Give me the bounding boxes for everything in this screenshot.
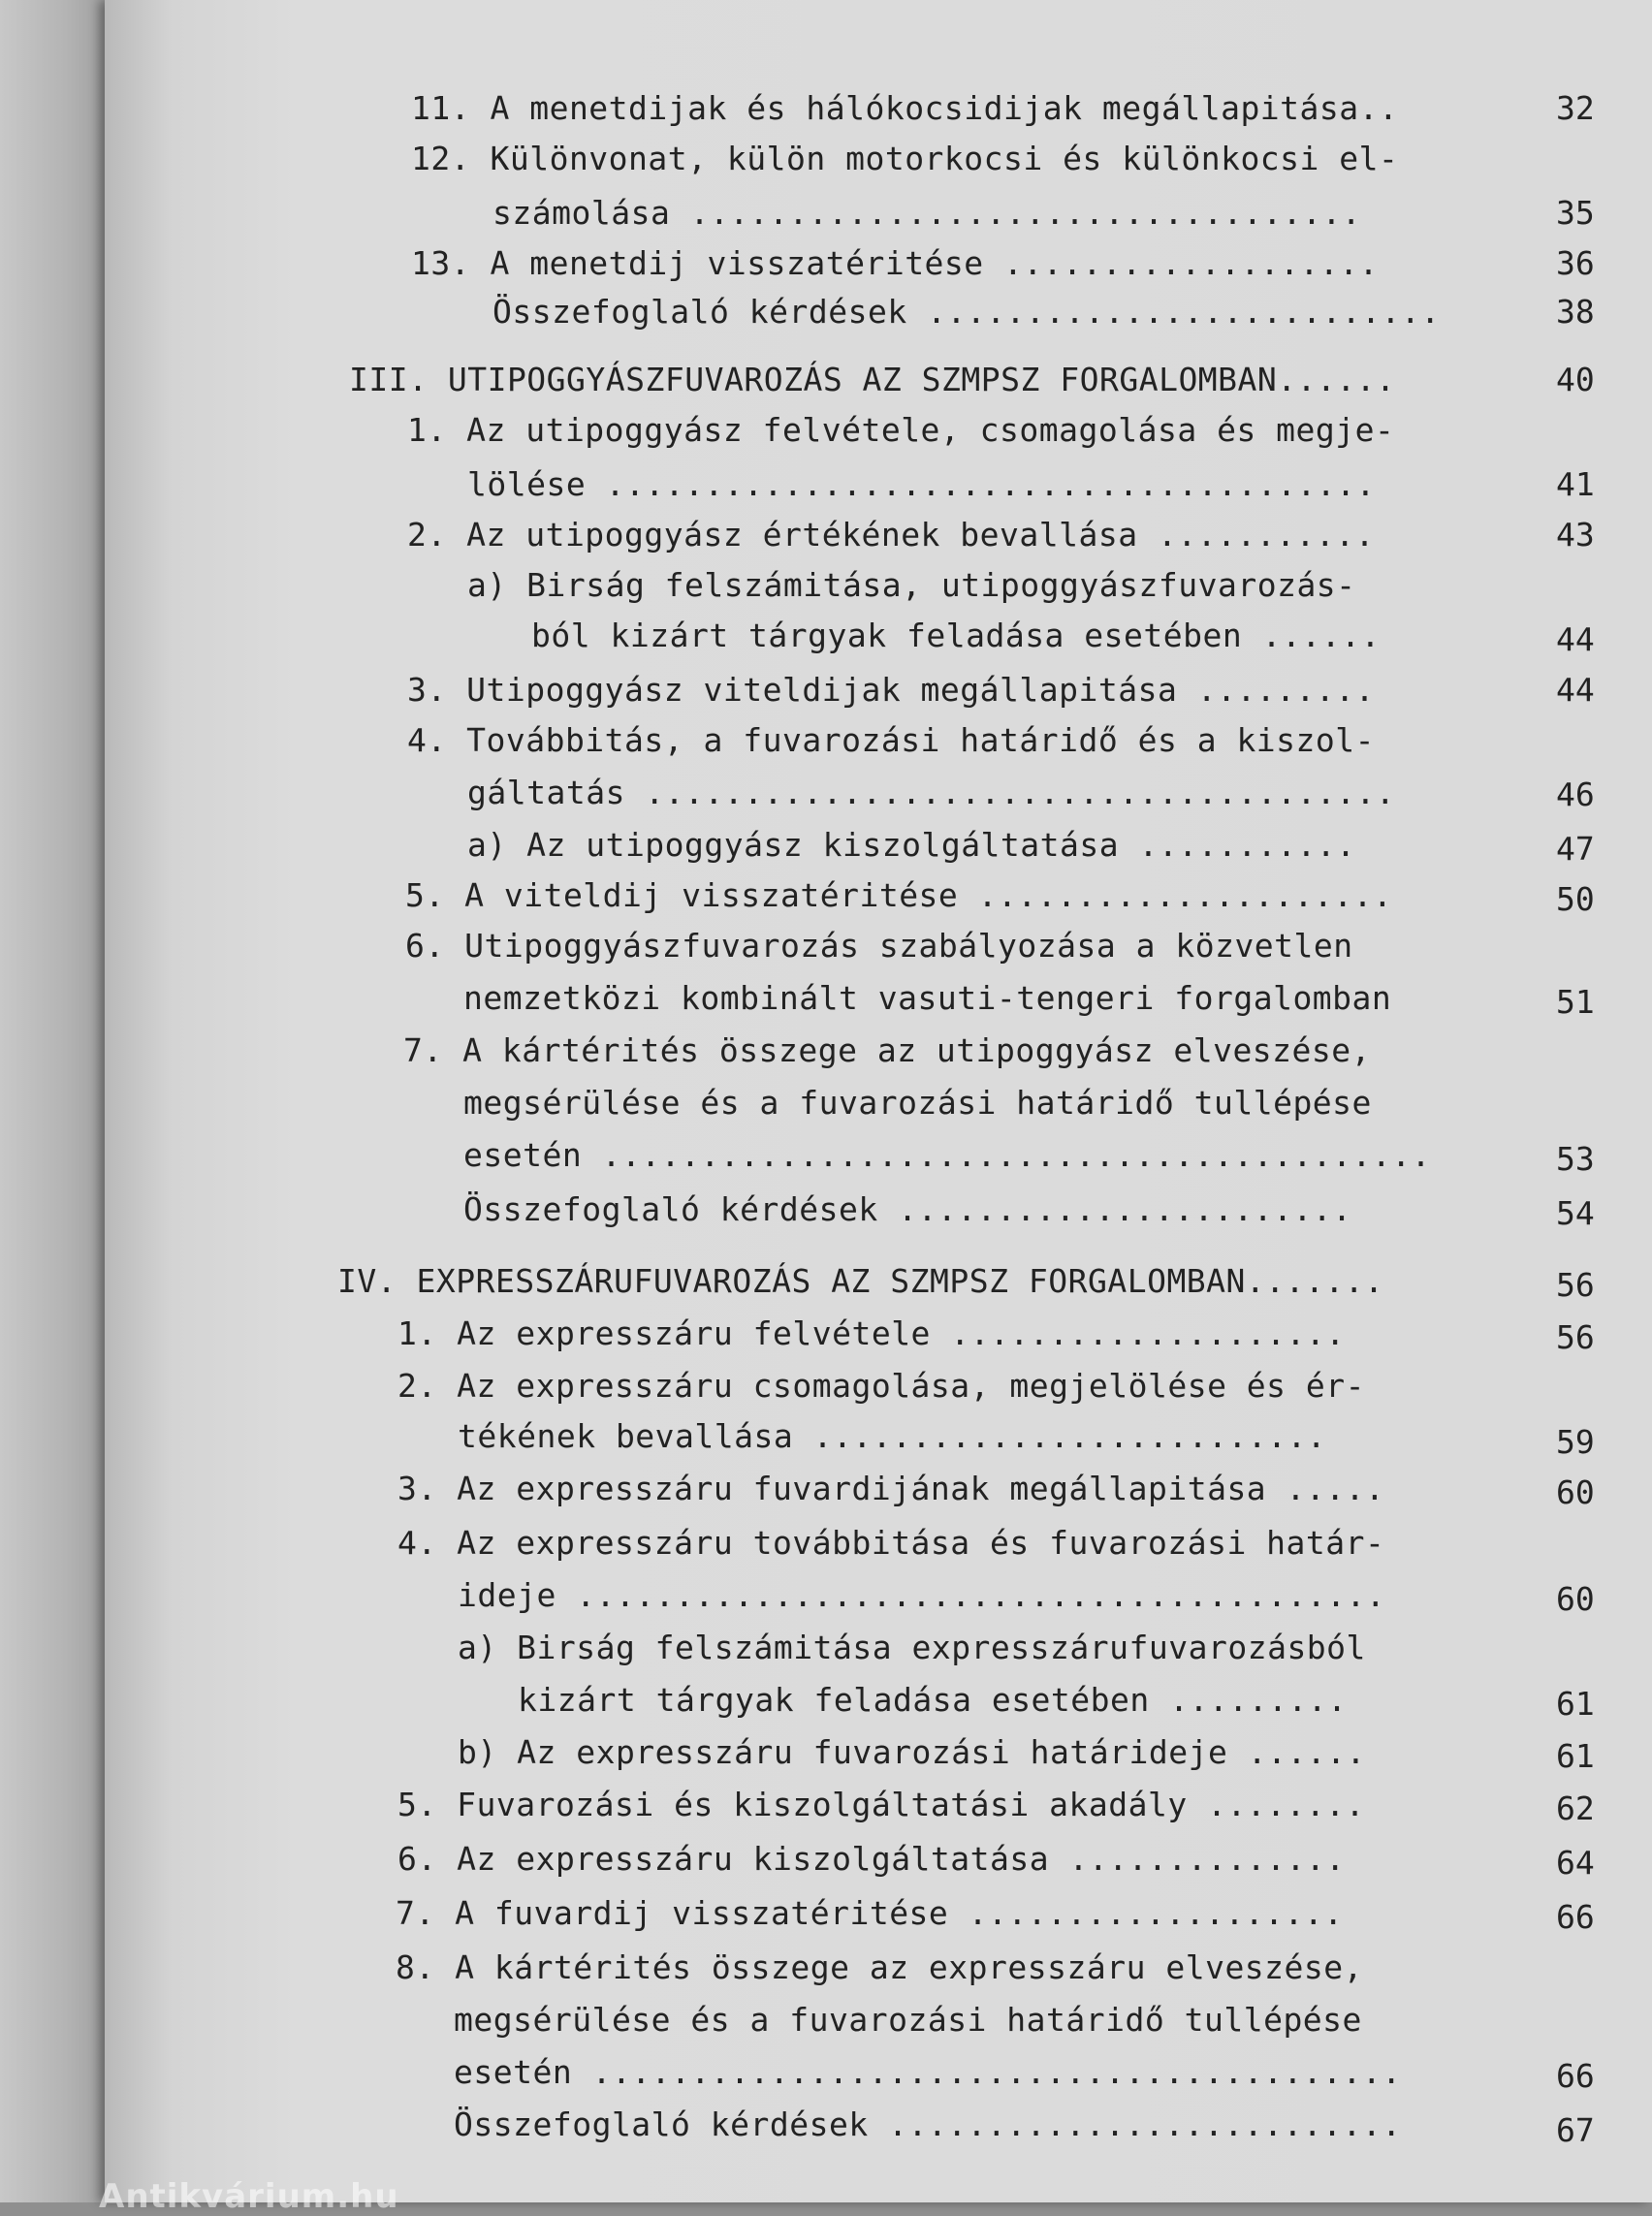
toc-page-number: 59 — [1556, 1423, 1595, 1461]
toc-entry-text: 6. Az expresszáru kiszolgáltatása .............. — [397, 1840, 1346, 1878]
toc-entry-text: lölése ....................................... — [467, 465, 1376, 503]
toc-entry-text: kizárt tárgyak feladása esetében ......... — [518, 1681, 1348, 1719]
toc-page-number: 38 — [1556, 293, 1595, 331]
toc-page-number: 56 — [1556, 1318, 1595, 1356]
toc-entry-text: 8. A kártérités összege az expresszáru elveszése, — [396, 1948, 1364, 1986]
toc-page-number: 32 — [1556, 89, 1595, 127]
table-of-contents — [105, 0, 1652, 2202]
toc-page-number: 43 — [1556, 516, 1595, 554]
toc-page-number: 44 — [1556, 671, 1595, 709]
toc-entry-text: 1. Az expresszáru felvétele .................... — [397, 1314, 1346, 1352]
toc-entry-text: 7. A fuvardij visszatéritése ................... — [396, 1894, 1344, 1932]
toc-entry-text: Összefoglaló kérdések .......................... — [454, 2105, 1402, 2143]
toc-entry-text: 5. A viteldij visszatéritése ..................... — [405, 876, 1393, 914]
toc-page-number: 67 — [1556, 2111, 1595, 2149]
toc-page-number: 40 — [1556, 361, 1595, 398]
toc-entry-text: 4. Továbbitás, a fuvarozási határidő és a kiszol- — [407, 721, 1376, 759]
toc-entry-text: 6. Utipoggyászfuvarozás szabályozása a közvetlen — [405, 927, 1353, 965]
toc-entry-text: 5. Fuvarozási és kiszolgáltatási akadály ........ — [397, 1786, 1366, 1823]
toc-section-heading: III. UTIPOGGYÁSZFUVAROZÁS AZ SZMPSZ FORGALOMBAN...... — [349, 361, 1396, 398]
toc-entry-text: 11. A menetdijak és hálókocsidijak megállapitása.. — [411, 89, 1399, 127]
watermark-text: Antikvárium.hu — [99, 2177, 399, 2216]
toc-page-number: 62 — [1556, 1789, 1595, 1827]
toc-page-number: 41 — [1556, 465, 1595, 503]
toc-page-number: 60 — [1556, 1473, 1595, 1511]
toc-page-number: 47 — [1556, 830, 1595, 868]
toc-page-number: 66 — [1556, 1898, 1595, 1936]
toc-entry-text: 13. A menetdij visszatéritése ................... — [411, 244, 1380, 282]
toc-page-number: 61 — [1556, 1737, 1595, 1775]
toc-entry-text: ideje ......................................... — [458, 1576, 1386, 1614]
document-page — [99, 0, 1652, 2216]
toc-entry-text: nemzetközi kombinált vasuti-tengeri forgalomban — [463, 979, 1392, 1017]
toc-entry-text: a) Birság felszámitása, utipoggyászfuvarozás- — [467, 566, 1356, 604]
toc-entry-text: Összefoglaló kérdések .......................... — [492, 293, 1441, 331]
toc-page-number: 61 — [1556, 1685, 1595, 1723]
toc-entry-text: gáltatás ...................................... — [467, 774, 1396, 811]
toc-page-number: 51 — [1556, 983, 1595, 1021]
toc-section-heading: IV. EXPRESSZÁRUFUVAROZÁS AZ SZMPSZ FORGALOMBAN....... — [337, 1262, 1384, 1300]
toc-entry-text: 7. A kártérités összege az utipoggyász elveszése, — [403, 1031, 1372, 1069]
toc-entry-text: megsérülése és a fuvarozási határidő tullépése — [454, 2001, 1362, 2039]
toc-page-number: 56 — [1556, 1266, 1595, 1304]
toc-entry-text: tékének bevallása .......................... — [458, 1417, 1327, 1455]
toc-page-number: 53 — [1556, 1140, 1595, 1178]
toc-entry-text: b) Az expresszáru fuvarozási határideje ...... — [458, 1733, 1366, 1771]
toc-page-number: 36 — [1556, 244, 1595, 282]
toc-entry-text: Összefoglaló kérdések ....................... — [463, 1190, 1352, 1228]
toc-entry-text: esetén ......................................... — [454, 2053, 1402, 2091]
toc-entry-text: megsérülése és a fuvarozási határidő tullépése — [463, 1084, 1372, 1122]
toc-entry-text: a) Birság felszámitása expresszárufuvarozásból — [458, 1629, 1366, 1666]
toc-page-number: 35 — [1556, 194, 1595, 232]
toc-page-number: 54 — [1556, 1194, 1595, 1232]
toc-page-number: 44 — [1556, 620, 1595, 658]
toc-entry-text: 2. Az utipoggyász értékének bevallása ........... — [407, 516, 1376, 554]
toc-entry-text: 4. Az expresszáru továbbitása és fuvarozási határ- — [397, 1524, 1385, 1562]
toc-page-number: 46 — [1556, 776, 1595, 813]
toc-page-number: 60 — [1556, 1580, 1595, 1618]
toc-entry-text: 1. Az utipoggyász felvétele, csomagolása és megje- — [407, 411, 1395, 449]
toc-entry-text: esetén .......................................... — [463, 1136, 1432, 1174]
toc-entry-text: 12. Különvonat, külön motorkocsi és különkocsi el- — [411, 140, 1399, 177]
toc-page-number: 64 — [1556, 1844, 1595, 1882]
toc-page-number: 50 — [1556, 880, 1595, 918]
toc-entry-text: a) Az utipoggyász kiszolgáltatása ........... — [467, 826, 1356, 864]
toc-page-number: 66 — [1556, 2057, 1595, 2095]
toc-entry-text: ból kizárt tárgyak feladása esetében ...... — [531, 617, 1381, 654]
toc-entry-text: 3. Az expresszáru fuvardijának megállapitása ..... — [397, 1470, 1385, 1507]
toc-entry-text: számolása .................................. — [492, 194, 1362, 232]
toc-entry-text: 3. Utipoggyász viteldijak megállapitása ......... — [407, 671, 1376, 709]
toc-entry-text: 2. Az expresszáru csomagolása, megjelölése és ér- — [397, 1367, 1366, 1405]
